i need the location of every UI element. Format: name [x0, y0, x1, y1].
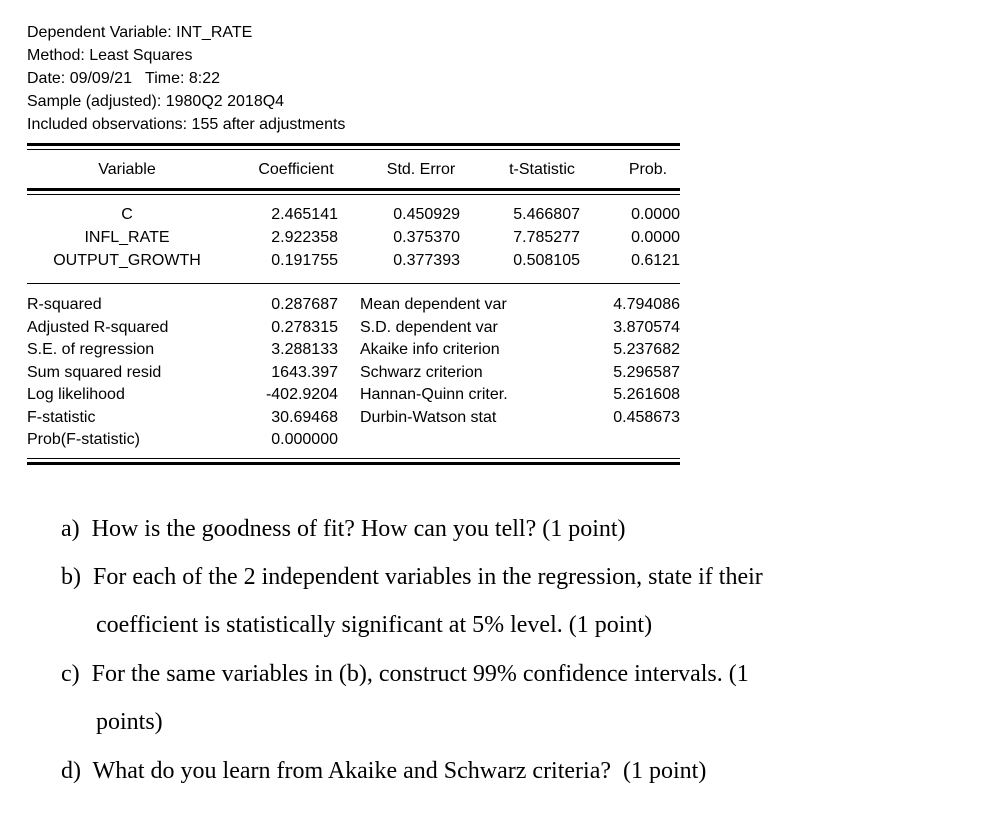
question-a: a) How is the goodness of fit? How can you tell? (1 point) — [61, 516, 626, 542]
stat-label: S.E. of regression — [27, 341, 155, 358]
row-t-statistic: 0.508105 — [513, 252, 580, 269]
observations-line: Included observations: 155 after adjustments — [27, 116, 346, 133]
row-prob: 0.0000 — [631, 229, 680, 246]
date-time-line: Date: 09/09/21 Time: 8:22 — [27, 70, 221, 87]
stat-value: 5.296587 — [613, 364, 680, 381]
row-coefficient: 2.922358 — [271, 229, 338, 246]
question-b-line2: coefficient is statistically significant at 5% level. (1 point) — [96, 612, 653, 638]
stat-value: 5.237682 — [613, 341, 680, 358]
stat-label: Prob(F-statistic) — [27, 431, 140, 448]
stat-label: Durbin-Watson stat — [360, 409, 497, 426]
stat-label: F-statistic — [27, 409, 96, 426]
stat-label: Schwarz criterion — [360, 364, 483, 381]
col-header-coefficient: Coefficient — [258, 161, 334, 178]
stat-value: 4.794086 — [613, 296, 680, 313]
question-b-line1: b) For each of the 2 independent variables in the regression, state if their — [61, 564, 763, 590]
row-coefficient: 0.191755 — [271, 252, 338, 269]
stat-label: Mean dependent var — [360, 296, 507, 313]
question-c-line1: c) For the same variables in (b), construct 99% confidence intervals. (1 — [61, 661, 749, 687]
dependent-variable-line: Dependent Variable: INT_RATE — [27, 24, 253, 41]
row-t-statistic: 5.466807 — [513, 206, 580, 223]
stat-value: 3.288133 — [271, 341, 338, 358]
stat-value: 5.261608 — [613, 386, 680, 403]
col-header-t-statistic: t-Statistic — [509, 161, 575, 178]
method-line: Method: Least Squares — [27, 47, 193, 64]
stat-value: 0.278315 — [271, 319, 338, 336]
row-prob: 0.6121 — [631, 252, 680, 269]
stat-value: 0.458673 — [613, 409, 680, 426]
stat-label: Hannan-Quinn criter. — [360, 386, 508, 403]
question-d: d) What do you learn from Akaike and Schwarz criteria? (1 point) — [61, 758, 707, 784]
row-variable: OUTPUT_GROWTH — [53, 252, 201, 269]
row-std-error: 0.375370 — [393, 229, 460, 246]
row-variable: INFL_RATE — [84, 229, 170, 246]
row-std-error: 0.377393 — [393, 252, 460, 269]
row-std-error: 0.450929 — [393, 206, 460, 223]
stat-value: 1643.397 — [271, 364, 338, 381]
row-prob: 0.0000 — [631, 206, 680, 223]
stat-value: 3.870574 — [613, 319, 680, 336]
col-header-prob: Prob. — [628, 161, 668, 178]
row-coefficient: 2.465141 — [271, 206, 338, 223]
col-header-variable: Variable — [98, 161, 156, 178]
stat-label: Sum squared resid — [27, 364, 162, 381]
stat-label: R-squared — [27, 296, 102, 313]
sample-line: Sample (adjusted): 1980Q2 2018Q4 — [27, 93, 285, 110]
stat-value: 30.69468 — [271, 409, 338, 426]
stat-label: S.D. dependent var — [360, 319, 498, 336]
col-header-std-error: Std. Error — [386, 161, 456, 178]
question-c-line2: points) — [96, 709, 163, 735]
stat-label: Log likelihood — [27, 386, 125, 403]
stat-value: -402.9204 — [265, 386, 338, 403]
row-t-statistic: 7.785277 — [513, 229, 580, 246]
stat-value: 0.287687 — [271, 296, 338, 313]
row-variable: C — [121, 206, 133, 223]
stat-value: 0.000000 — [271, 431, 338, 448]
stat-label: Adjusted R-squared — [27, 319, 169, 336]
stat-label: Akaike info criterion — [360, 341, 500, 358]
